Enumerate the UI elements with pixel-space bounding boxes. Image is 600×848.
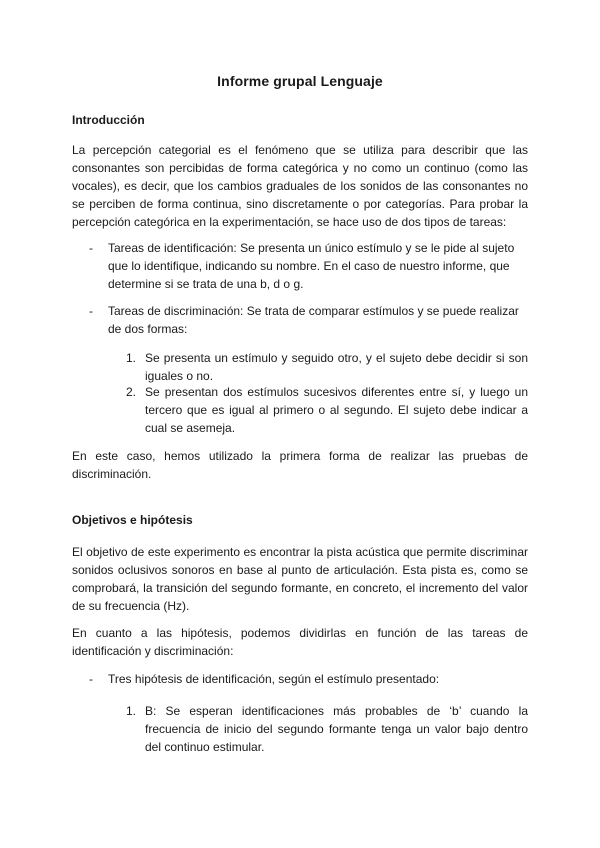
document-title: Informe grupal Lenguaje <box>217 73 383 89</box>
bullet-marker: - <box>89 672 93 686</box>
bullet-item-discriminacion <box>72 302 528 338</box>
bullet-marker: - <box>89 241 93 255</box>
item-text: Se presentan dos estímulos sucesivos diferentes entre sí, y luego un tercero que es igual al primero o al segundo. El sujeto debe indicar a cual se asemeja. <box>145 385 528 435</box>
intro-paragraph-2: En este caso, hemos utilizado la primera forma de realizar las pruebas de discriminación. <box>72 449 528 481</box>
section-heading-introduccion: Introducción <box>72 113 145 127</box>
objectives-paragraph-2: En cuanto a las hipótesis, podemos dividirlas en función de las tareas de identificación y discriminación: <box>72 626 528 658</box>
item-text: Se presenta un estímulo y seguido otro, y el sujeto debe decidir si son iguales o no. <box>145 351 528 383</box>
item-number: 1. <box>126 704 137 718</box>
bullet-item-hipotesis <box>72 670 528 688</box>
bullet-text: Tres hipótesis de identificación, según el estímulo presentado: <box>108 672 440 686</box>
objectives-paragraph-1: El objetivo de este experimento es encontrar la pista acústica que permite discriminar sonidos oclusivos sonoros en base al punto de articulación. Esta pista es, como se comprobará, la transición del segundo formante, en concreto, el incremento del valor de su frecuencia (Hz). <box>72 545 528 613</box>
intro-paragraph-1: La percepción categorial es el fenómeno que se utiliza para describir que las consonantes son percibidas de forma categórica y no como un continuo (como las vocales), es decir, que los cambios graduales de los sonidos de las consonantes no se perciben de forma continua, sino discretamente o por categorías. Para probar la percepción categórica en la experimentación, se hace uso de dos tipos de tareas: <box>72 143 528 229</box>
item-text: B: Se esperan identificaciones más probables de ‘b’ cuando la frecuencia de inicio del segundo formante tenga un valor bajo dentro del continuo estimular. <box>145 704 528 754</box>
numbered-item-hipotesis-b <box>108 702 528 756</box>
section-heading-objetivos: Objetivos e hipótesis <box>72 513 193 527</box>
item-number: 2. <box>126 385 137 399</box>
bullet-marker: - <box>89 304 93 318</box>
item-number: 1. <box>126 351 137 365</box>
bullet-text: Tareas de identificación: Se presenta un único estímulo y se le pide al sujeto que lo identifique, indicando su nombre. En el caso de nuestro informe, que determine si se trata de una b, d o g. <box>108 241 515 291</box>
numbered-item-2 <box>108 383 528 437</box>
bullet-item-identificacion <box>72 239 528 293</box>
bullet-text: Tareas de discriminación: Se trata de comparar estímulos y se puede realizar de dos formas: <box>108 304 519 336</box>
numbered-item-1 <box>108 349 528 385</box>
